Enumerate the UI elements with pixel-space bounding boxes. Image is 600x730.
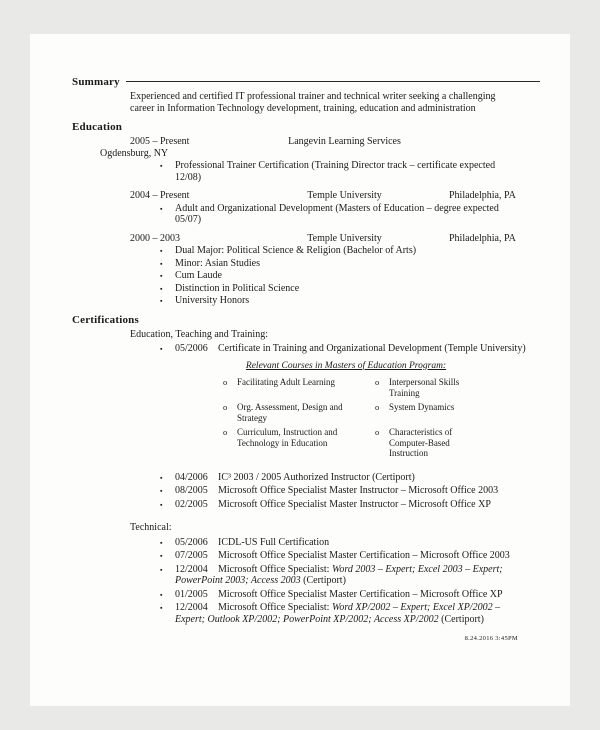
course-item: o System Dynamics <box>374 402 470 423</box>
certification-text-suffix: (Certiport) <box>300 575 346 586</box>
certification-item <box>130 564 530 587</box>
entry-dates: 2000 – 2003 <box>130 232 180 244</box>
certification-date: 08/2005 <box>175 485 208 496</box>
summary-section <box>72 76 540 114</box>
entry-bullets <box>130 160 540 183</box>
entry-location <box>437 136 540 148</box>
certification-item <box>130 589 530 601</box>
certification-date: 07/2005 <box>175 550 208 561</box>
entry-institution: Temple University <box>307 232 382 244</box>
certification-item <box>130 537 530 549</box>
entry-header <box>130 190 540 202</box>
relevant-courses-title: Relevant Courses in Masters of Education Program: <box>245 360 447 371</box>
entry-header <box>130 233 540 245</box>
entry-bullets <box>130 245 540 307</box>
certification-text-main: Microsoft Office Specialist Master Instructor – Microsoft Office XP <box>218 498 491 510</box>
course-item: o Characteristics of Computer-Based Instruction <box>374 427 470 459</box>
certification-item <box>130 472 530 484</box>
certification-text-italic: Word 2003 – Expert; Excel 2003 – Expert; PowerPoint 2003; Access 2003 <box>175 563 503 586</box>
course-item: o Curriculum, Instruction and Technology in Education <box>222 427 372 459</box>
certification-item <box>130 550 530 562</box>
education-bullet: ▪ Cum Laude <box>130 270 520 282</box>
certification-text-main: IC³ 2003 / 2005 Authorized Instructor (Certiport) <box>218 471 415 483</box>
certification-date: 12/2004 <box>175 602 208 613</box>
certification-text-suffix: (Certiport) <box>438 613 484 625</box>
certification-text-main: Microsoft Office Specialist: <box>218 602 332 613</box>
education-bullet: ▪ Adult and Organizational Development (Masters of Education – degree expected 05/07) <box>130 203 520 226</box>
education-heading: Education <box>72 121 123 133</box>
entry-institution: Temple University <box>307 190 382 201</box>
certification-text-main: Microsoft Office Specialist: <box>218 563 332 575</box>
education-bullet: ▪ Dual Major: Political Science & Religion (Bachelor of Arts) <box>130 245 520 257</box>
summary-text: Experienced and certified IT professional trainer and technical writer seeking a challenging career in Information Technology development, training, education and administration <box>130 91 496 114</box>
certification-item <box>130 485 530 497</box>
certification-text <box>218 343 526 355</box>
certification-text-main: Microsoft Office Specialist Master Certification – Microsoft Office XP <box>218 588 503 600</box>
education-section <box>72 121 540 307</box>
subsection-label: Technical: <box>130 522 172 533</box>
entry-header <box>130 136 540 148</box>
course-item: o Facilitating Adult Learning <box>222 377 372 398</box>
certification-date: 02/2005 <box>175 498 208 510</box>
entry-location: Philadelphia, PA <box>449 190 516 201</box>
summary-heading: Summary <box>72 76 120 88</box>
certification-item <box>130 602 530 625</box>
certifications-heading: Certifications <box>72 313 139 326</box>
course-item: o Org. Assessment, Design and Strategy <box>222 402 372 423</box>
resume-document-page <box>30 34 570 706</box>
footer-timestamp: 8.24.2016 3:45PM <box>464 635 518 642</box>
certification-list <box>130 537 540 626</box>
entry-institution: Langevin Learning Services <box>288 136 401 147</box>
certification-text-main: Microsoft Office Specialist Master Instructor – Microsoft Office 2003 <box>218 485 499 496</box>
certifications-heading-row <box>72 314 540 326</box>
certifications-section <box>72 314 540 626</box>
education-heading-row <box>72 121 540 133</box>
certification-date: 12/2004 <box>175 563 208 575</box>
relevant-courses-block <box>222 361 470 459</box>
certification-list <box>130 472 540 511</box>
certification-date: 04/2006 <box>175 471 208 483</box>
entry-dates: 2004 – Present <box>130 190 190 201</box>
education-entry-temple-masters <box>130 190 540 226</box>
certification-item <box>130 499 530 511</box>
course-item: o Interpersonal Skills Training <box>374 377 470 398</box>
certification-date: 05/2006 <box>175 536 208 548</box>
entry-location-line: Ogdensburg, NY <box>100 147 169 159</box>
certification-item <box>130 343 530 355</box>
certification-text-main: Certificate in Training and Organizational Development (Temple University) <box>218 343 526 354</box>
certification-text-italic: Word XP/2002 – Expert; Excel XP/2002 – Expert; Outlook XP/2002; PowerPoint XP/2002; Access XP/2002 <box>175 602 501 625</box>
certification-date: 01/2005 <box>175 588 208 600</box>
certifications-education-subsection <box>130 329 540 626</box>
certification-text-main: ICDL-US Full Certification <box>218 536 330 548</box>
education-bullet: ▪ University Honors <box>130 295 520 307</box>
summary-heading-row <box>72 76 540 88</box>
education-entry-temple-bachelors <box>130 233 540 307</box>
certification-date: 05/2006 <box>175 343 208 354</box>
entry-bullets <box>130 203 540 226</box>
education-bullet: ▪ Distinction in Political Science <box>130 283 520 295</box>
education-entry-langevin <box>100 136 540 183</box>
relevant-courses-grid <box>222 377 470 459</box>
entry-location: Philadelphia, PA <box>449 232 516 244</box>
education-bullet: ▪ Professional Trainer Certification (Training Director track – certificate expected 12/08) <box>130 160 520 183</box>
subsection-label: Education, Teaching and Training: <box>130 328 268 340</box>
entry-dates: 2005 – Present <box>130 136 190 147</box>
education-bullet: ▪ Minor: Asian Studies <box>130 258 520 270</box>
summary-heading-rule <box>126 81 540 82</box>
certification-text-main: Microsoft Office Specialist Master Certification – Microsoft Office 2003 <box>218 550 510 561</box>
certification-list <box>130 343 540 355</box>
